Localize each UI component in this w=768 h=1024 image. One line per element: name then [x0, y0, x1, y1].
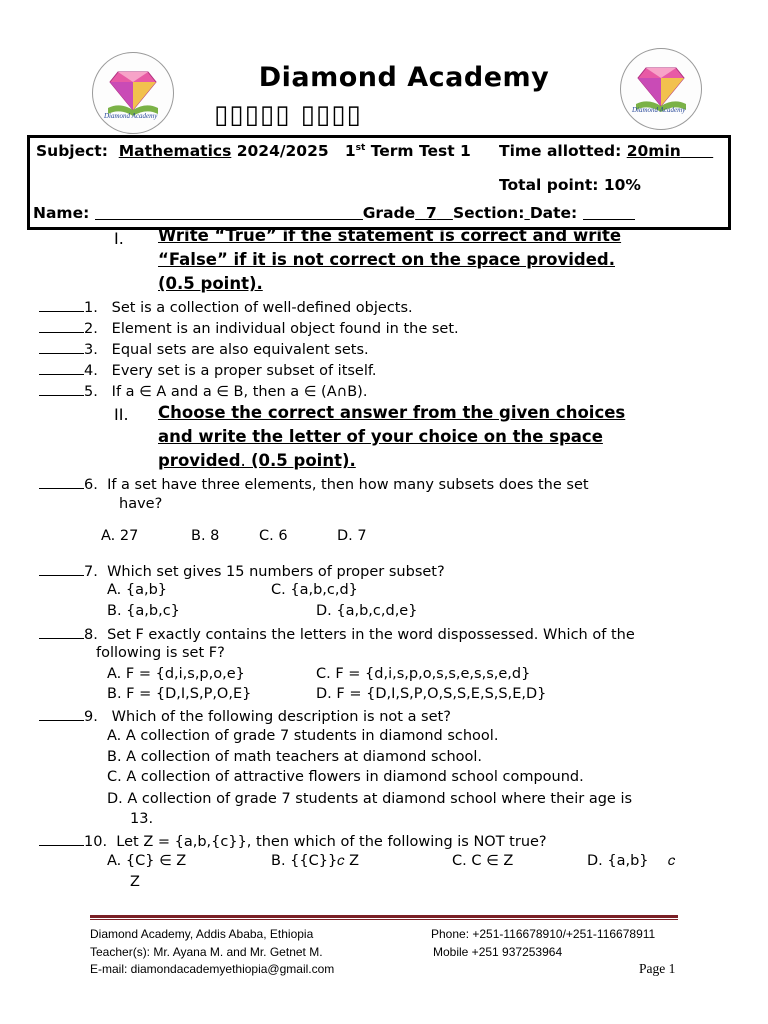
- q7-option-b: B. {a,b,c}: [107, 603, 180, 619]
- q8-option-d: D. F = {D,I,S,P,O,S,S,E,S,S,E,D}: [316, 686, 547, 702]
- section1-line2: “False” if it is not correct on the space provided.: [158, 250, 615, 269]
- q6-option-d: D. 7: [337, 528, 367, 544]
- name-label: Name:: [33, 204, 90, 222]
- page-number: Page 1: [639, 961, 676, 976]
- date-label: Date:: [529, 204, 578, 222]
- tf-question-3: 3. Equal sets are also equivalent sets.: [39, 340, 369, 358]
- mc-question-8: 8. Set F exactly contains the letters in the word dispossessed. Which of the: [39, 625, 635, 643]
- section-label: Section:: [452, 204, 525, 222]
- q9-option-a: A. A collection of grade 7 students in diamond school.: [107, 728, 499, 744]
- answer-blank[interactable]: [39, 562, 84, 576]
- q10-option-d: D. {a,b}: [587, 853, 649, 869]
- section1-number: I.: [114, 229, 124, 248]
- tf-question-1: 1. Set is a collection of well-defined objects.: [39, 298, 413, 316]
- section1-line1: Write “True” if the statement is correct and write: [158, 226, 622, 245]
- q8-option-a: A. F = {d,i,s,p,o,e}: [107, 666, 245, 682]
- footer-mobile: Mobile +251 937253964: [433, 945, 563, 959]
- answer-blank[interactable]: [39, 475, 84, 489]
- q7-option-a: A. {a,b}: [107, 582, 168, 598]
- section2-line1: Choose the correct answer from the given choices: [158, 403, 626, 422]
- mc-question-10: 10. Let Z = {a,b,{c}}, then which of the following is NOT true?: [39, 832, 547, 850]
- name-field[interactable]: [95, 205, 363, 220]
- term-sup: st: [355, 142, 366, 153]
- mc-question-6-cont: have?: [119, 496, 163, 512]
- total-value: 10%: [603, 176, 641, 194]
- mc-question-7: 7. Which set gives 15 numbers of proper subset?: [39, 562, 445, 580]
- section2-number: II.: [114, 405, 129, 424]
- q10-option-b: B. {{C}}𝑐 Z: [271, 853, 360, 869]
- answer-blank[interactable]: [39, 382, 84, 396]
- mc-question-8-cont: following is set F?: [96, 645, 225, 661]
- academic-year: 2024/2025: [236, 142, 329, 160]
- footer-email: E-mail: diamondacademyethiopia@gmail.com: [90, 962, 335, 976]
- school-subtitle: ▯▯▯▯▯ ▯▯▯▯: [214, 100, 362, 130]
- school-title: Diamond Academy: [258, 62, 550, 93]
- q6-option-b: B. 8: [191, 528, 220, 544]
- q8-option-c: C. F = {d,i,s,p,o,s,s,e,s,s,e,d}: [316, 666, 531, 682]
- q9-option-c: C. A collection of attractive flowers in diamond school compound.: [107, 769, 584, 785]
- section2-instruction: Choose the correct answer from the given choices and write the letter of your choice on the space provided. (0.5 point).: [158, 403, 626, 470]
- subject-label: Subject:: [36, 142, 108, 160]
- date-field[interactable]: [583, 205, 635, 220]
- section1-instruction: [158, 224, 621, 296]
- name-line: [33, 204, 635, 222]
- answer-blank[interactable]: [39, 298, 84, 312]
- time-label: Time allotted:: [499, 142, 622, 160]
- mc-question-6: 6. If a set have three elements, then how many subsets does the set: [39, 475, 589, 493]
- section1-line3: (0.5 point).: [158, 274, 263, 293]
- section2-line3c: (0.5 point).: [251, 451, 356, 470]
- answer-blank[interactable]: [39, 832, 84, 846]
- subject-value: Mathematics: [118, 142, 232, 160]
- term-number: 1: [344, 142, 356, 160]
- answer-blank[interactable]: [39, 707, 84, 721]
- tf-question-5: 5. If a ∈ A and a ∈ B, then a ∈ (A∩B).: [39, 382, 367, 400]
- answer-blank[interactable]: [39, 625, 84, 639]
- q7-option-d: D. {a,b,c,d,e}: [316, 603, 418, 619]
- q10-option-a: A. {C} ∈ Z: [107, 853, 187, 869]
- grade-label: Grade: [362, 204, 416, 222]
- answer-blank[interactable]: [39, 340, 84, 354]
- time-value: 20min: [626, 142, 681, 160]
- q10-option-d-symbol: 𝑐: [668, 853, 676, 869]
- time-allotted: [499, 142, 713, 160]
- q9-option-b: B. A collection of math teachers at diamond school.: [107, 749, 483, 765]
- footer-rule: [90, 915, 678, 918]
- subject-line: [36, 142, 471, 160]
- answer-blank[interactable]: [39, 319, 84, 333]
- q10-option-c: C. C ∈ Z: [452, 853, 514, 869]
- q10-option-d-cont: Z: [130, 874, 140, 890]
- footer-address: Diamond Academy, Addis Ababa, Ethiopia: [90, 927, 314, 941]
- total-label: Total point:: [499, 176, 599, 194]
- tf-question-4: 4. Every set is a proper subset of itself.: [39, 361, 377, 379]
- total-point: [499, 176, 641, 194]
- section2-line2: and write the letter of your choice on the space: [158, 427, 603, 446]
- term-text: Term Test 1: [370, 142, 471, 160]
- q7-option-c: C. {a,b,c,d}: [271, 582, 358, 598]
- footer-phone: Phone: +251-116678910/+251-116678911: [431, 927, 656, 941]
- q8-option-b: B. F = {D,I,S,P,O,E}: [107, 686, 252, 702]
- tf-question-2: 2. Element is an individual object found in the set.: [39, 319, 459, 337]
- answer-blank[interactable]: [39, 361, 84, 375]
- q6-option-c: C. 6: [259, 528, 288, 544]
- logo-caption-right: Diamond Academy: [632, 106, 686, 114]
- q9-option-d: D. A collection of grade 7 students at diamond school where their age is: [107, 791, 633, 807]
- q6-option-a: A. 27: [101, 528, 139, 544]
- q9-option-d-cont: 13.: [130, 811, 154, 827]
- logo-caption-left: Diamond Academy: [104, 112, 158, 120]
- footer-teachers: Teacher(s): Mr. Ayana M. and Mr. Getnet M.: [90, 945, 323, 959]
- mc-question-9: 9. Which of the following description is not a set?: [39, 707, 451, 725]
- footer-rule-thin: [90, 919, 678, 920]
- section2-line3a: provided: [158, 451, 241, 470]
- grade-value: 7: [425, 204, 437, 222]
